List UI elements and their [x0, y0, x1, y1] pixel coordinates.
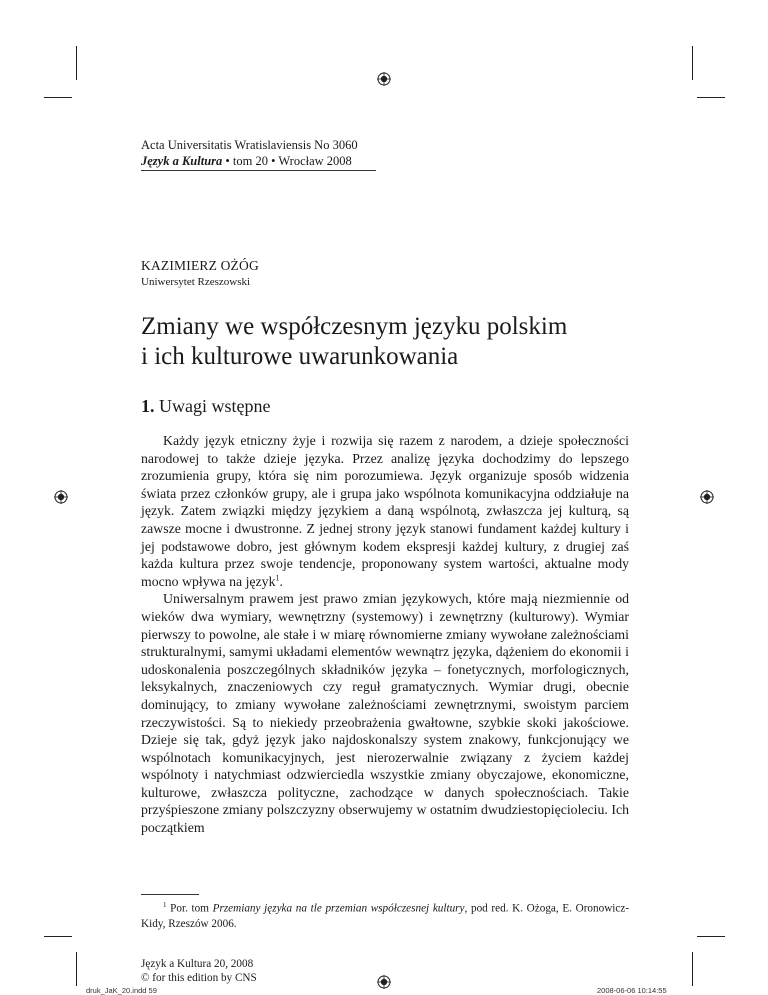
copyright-block [141, 957, 257, 985]
author-name: KAZIMIERZ OŻÓG [141, 258, 259, 273]
footnote-rule [141, 894, 199, 895]
footnote-book-title: Przemiany języka na tle przemian współczesnej kultury [212, 902, 465, 915]
crop-mark [692, 46, 693, 80]
paragraph-text: Każdy język etniczny żyje i rozwija się razem z narodem, a dzieje społeczności narodowej to także dzieje języka. Przez analizę języka dochodzimy do lepszego zrozumienia grupy, która się nim porozumiewa. Język organizuje sposób widzenia świata przez członków grupy, ale i grupa jako wspólnota komunikacyjna oddziałuje na język. Zatem związki między językiem a daną wspólnotą, zwłaszcza jej kulturą, są zawsze mocne i dwustronne. Z jednej strony język stanowi fundament każdej kultury i jej podstawowe dobro, jest głównym kodem ekspresji każdej kultury, z drugiej zaś każda kultura przez swoje tendencje, proponowany system wartości, aktualne mody mocno wpływa na język [141, 433, 629, 589]
body-text [141, 432, 629, 837]
series-line: Acta Universitatis Wratislaviensis No 3060 [141, 138, 358, 152]
crop-mark [76, 952, 77, 986]
paragraph-end: . [279, 573, 283, 589]
copyright-line-1: Język a Kultura 20, 2008 [141, 958, 254, 970]
running-header [141, 137, 358, 169]
footnote-suffix: , pod red. K. Ożoga, E. Oronowicz-Kidy, Rzeszów 2006. [141, 902, 630, 930]
footnote-prefix: Por. tom [170, 902, 209, 915]
footnote [141, 898, 629, 932]
header-rule [141, 170, 376, 171]
registration-mark-icon [700, 490, 714, 504]
registration-mark-icon [377, 975, 391, 989]
article-title [141, 312, 641, 372]
issue-info: • tom 20 • Wrocław 2008 [225, 154, 352, 168]
section-title: Uwagi wstępne [159, 396, 271, 416]
title-line-1: Zmiany we współczesnym języku polskim [141, 313, 568, 340]
copyright-line-2: © for this edition by CNS [141, 972, 257, 984]
registration-mark-icon [377, 72, 391, 86]
paragraph [141, 432, 629, 590]
footnote-text [141, 898, 629, 932]
crop-mark [692, 952, 693, 986]
issue-line [141, 153, 358, 169]
footnote-number: 1 [163, 901, 167, 909]
paragraph: Uniwersalnym prawem jest prawo zmian językowych, które mają niezmiennie od wieków dwa wymiary, wewnętrzny (systemowy) i zewnętrzny (kulturowy). Wymiar pierwszy to powolne, ale stałe i w miarę równomierne zmiany wywołane zależnościami strukturalnymi, samymi układami elementów wewnątrz języka, dążeniem do ekonomii i udoskonalenia poszczególnych składników języka – fonetycznych, morfologicznych, leksykalnych, znaczeniowych czy reguł gramatycznych. Wymiar drugi, obecnie dominujący, to zmiany wywołane zależnościami zewnętrznymi, swoistym parciem rzeczywistości. Są to niekiedy przeobrażenia gwałtowne, szybkie skoki jakościowe. Dzieje się tak, gdyż język jako najdoskonalszy system znakowy, funkcjonujący we wspólnotach komunikacyjnych, jest nierozerwalnie związany z życiem każdej wspólnoty i natychmiast odzwierciedla wszystkie zmiany obyczajowe, ekonomiczne, kulturowe, zwłaszcza polityczne, zachodzące w danych społecznościach. Takie przyśpieszone zmiany polszczyzny obserwujemy w ostatnim dwudziestopięcioleciu. Ich początkiem [141, 591, 629, 836]
section-number: 1. [141, 396, 155, 416]
registration-mark-icon [54, 490, 68, 504]
footnote-reference: 1 [275, 573, 280, 583]
journal-name: Język a Kultura [141, 154, 223, 168]
title-line-2: i ich kulturowe uwarunkowania [141, 343, 459, 370]
crop-mark [44, 97, 72, 98]
crop-mark [76, 46, 77, 80]
slug-filename: druk_JaK_20.indd 59 [86, 986, 157, 995]
crop-mark [44, 936, 72, 937]
crop-mark [697, 936, 725, 937]
author-affiliation: Uniwersytet Rzeszowski [141, 276, 251, 288]
section-heading [141, 396, 270, 417]
slug-datetime: 2008-06-06 10:14:55 [597, 986, 667, 995]
crop-mark [697, 97, 725, 98]
